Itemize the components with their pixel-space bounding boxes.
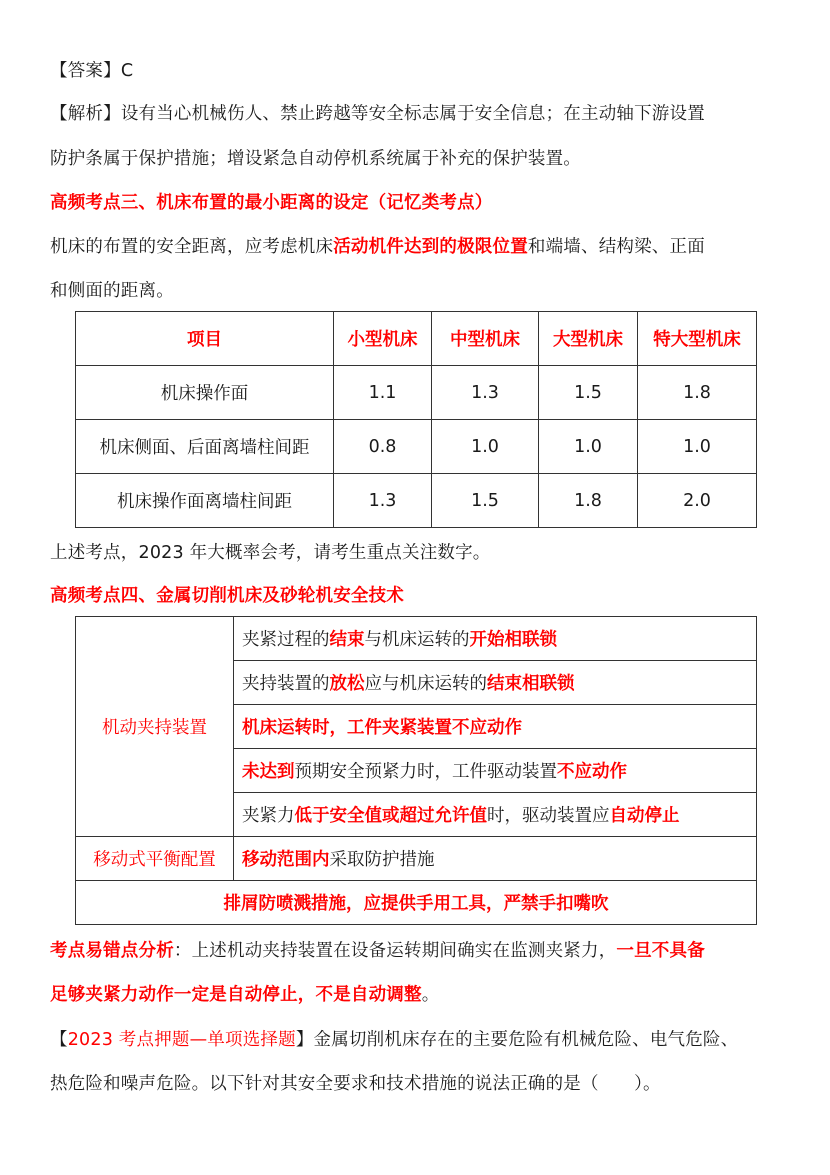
table-cell: 2.0	[638, 474, 757, 528]
plain-text: 夹持装置的	[242, 674, 330, 694]
bracket: 】	[295, 1030, 314, 1050]
section3-intro-line-2: 和侧面的距离。	[50, 281, 174, 301]
section4-heading: 高频考点四、金属切削机床及砂轮机安全技术	[50, 586, 404, 606]
table-row	[76, 837, 757, 881]
table-footer-cell: 排屑防喷溅措施，应提供手用工具，严禁手扣嘴吹	[76, 881, 757, 925]
error-analysis-label: 考点易错点分析	[50, 941, 174, 961]
header-cell: 小型机床	[334, 312, 432, 366]
analysis-text-1: 设有当心机械伤人、禁止跨越等安全标志属于安全信息；在主动轴下游设置	[120, 104, 705, 124]
header-cell: 项目	[76, 312, 334, 366]
plain-text: 预期安全预紧力时，工件驱动装置	[294, 762, 557, 782]
section3-heading: 高频考点三、机床布置的最小距离的设定（记忆类考点）	[50, 193, 493, 213]
question-text: 金属切削机床存在的主要危险有机械危险、电气危险、	[313, 1030, 739, 1050]
table-footer-row	[76, 881, 757, 925]
table-cell: 1.3	[432, 366, 539, 420]
section3-note: 上述考点，2023 年大概率会考，请考生重点关注数字。	[50, 543, 491, 563]
table-cell: 机床侧面、后面离墙柱间距	[76, 420, 334, 474]
highlight-text: 不应动作	[557, 762, 627, 782]
plain-text: 与机床运转的	[364, 630, 470, 650]
analysis-line-1	[50, 101, 790, 127]
highlight-text: 低于安全值或超过允许值	[294, 806, 487, 826]
table-cell: 1.8	[638, 366, 757, 420]
section3-intro-line-1	[50, 234, 790, 260]
intro-text: 机床的布置的安全距离，应考虑机床	[50, 237, 334, 257]
header-cell: 特大型机床	[638, 312, 757, 366]
intro-highlight: 活动机件达到的极限位置	[333, 237, 528, 257]
table-cell	[234, 661, 757, 705]
plain-text: 应与机床运转的	[364, 674, 487, 694]
highlight-text: 结束相联锁	[487, 674, 575, 694]
analysis-text-2: 防护条属于保护措施；增设紧急自动停机系统属于补充的保护装置。	[50, 149, 581, 169]
table-cell: 1.0	[638, 420, 757, 474]
highlight-text: 移动范围内	[242, 850, 330, 870]
error-analysis-line-1	[50, 938, 790, 964]
plain-text: 时，驱动装置应	[487, 806, 610, 826]
table-cell: 1.5	[539, 366, 638, 420]
plain-text: 夹紧过程的	[242, 630, 330, 650]
table-row	[76, 617, 757, 661]
table-row	[76, 420, 757, 474]
distance-table	[75, 311, 757, 528]
category-cell: 移动式平衡配置	[76, 837, 234, 881]
answer-label: 【答案】	[50, 61, 121, 81]
category-cell: 机动夹持装置	[76, 617, 234, 837]
error-analysis-highlight: 足够夹紧力动作一定是自动停止，不是自动调整	[50, 985, 422, 1005]
answer-value: C	[120, 61, 134, 81]
table-cell	[234, 749, 757, 793]
question-line-1	[50, 1027, 790, 1053]
highlight-text: 开始相联锁	[469, 630, 557, 650]
table-header-row	[76, 312, 757, 366]
plain-text: 采取防护措施	[329, 850, 435, 870]
table-cell: 1.0	[432, 420, 539, 474]
question-line-2: 热危险和噪声危险。以下针对其安全要求和技术措施的说法正确的是（ ）。	[50, 1074, 661, 1094]
highlight-text: 未达到	[242, 762, 295, 782]
table-cell: 机床操作面离墙柱间距	[76, 474, 334, 528]
table-cell: 1.8	[539, 474, 638, 528]
clamping-device-table	[75, 616, 757, 925]
table-cell	[234, 705, 757, 749]
table-row	[76, 474, 757, 528]
table-cell	[234, 837, 757, 881]
header-cell: 中型机床	[432, 312, 539, 366]
analysis-line-2	[50, 146, 790, 172]
table-cell: 1.3	[334, 474, 432, 528]
bracket: 【	[50, 1030, 68, 1050]
highlight-text: 机床运转时，工件夹紧装置不应动作	[242, 718, 522, 738]
error-analysis-text: ：上述机动夹持装置在设备运转期间确实在监测夹紧力，	[173, 941, 617, 961]
answer-line	[50, 58, 790, 84]
table-cell	[234, 617, 757, 661]
table-cell: 机床操作面	[76, 366, 334, 420]
intro-text-2: 和端墙、结构梁、正面	[527, 237, 705, 257]
error-analysis-line-2	[50, 982, 790, 1008]
highlight-text: 自动停止	[609, 806, 680, 826]
analysis-label: 【解析】	[50, 104, 121, 124]
table-row	[76, 366, 757, 420]
highlight-text: 结束	[329, 630, 365, 650]
table-cell: 1.1	[334, 366, 432, 420]
question-tag: 2023 考点押题—单项选择题	[67, 1030, 296, 1050]
error-analysis-end: 。	[421, 985, 440, 1005]
table-cell: 0.8	[334, 420, 432, 474]
table-cell: 1.0	[539, 420, 638, 474]
plain-text: 夹紧力	[242, 806, 295, 826]
table-cell	[234, 793, 757, 837]
highlight-text: 放松	[329, 674, 365, 694]
error-analysis-highlight: 一旦不具备	[616, 941, 705, 961]
header-cell: 大型机床	[539, 312, 638, 366]
table-cell: 1.5	[432, 474, 539, 528]
